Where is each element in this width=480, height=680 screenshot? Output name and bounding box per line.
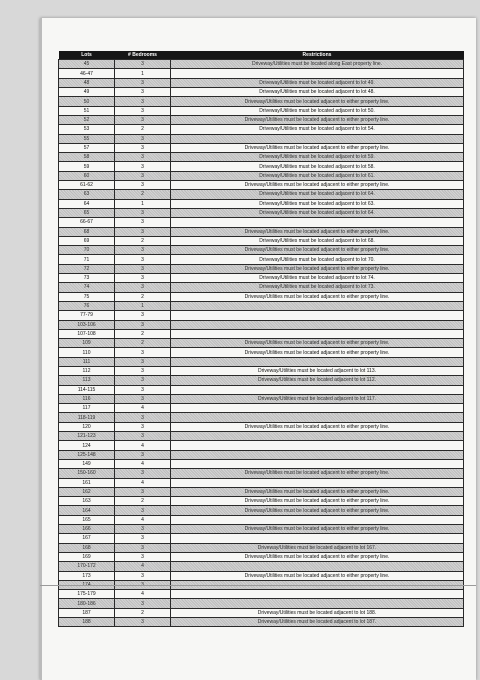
table-row xyxy=(59,618,464,627)
restriction-cell xyxy=(171,385,464,394)
table-row xyxy=(59,552,464,561)
bedrooms-cell: 3 xyxy=(115,432,171,441)
restriction-cell xyxy=(171,534,464,543)
bedrooms-cell: 3 xyxy=(115,450,171,459)
restriction-cell: Driveway/Utilities must be located adjacent to lot 70. xyxy=(171,255,464,264)
lot-cell: 110 xyxy=(59,348,115,357)
lot-cell: 109 xyxy=(59,339,115,348)
restriction-cell: Driveway/Utilities must be located adjacent to either property line. xyxy=(171,497,464,506)
bedrooms-cell: 3 xyxy=(115,487,171,496)
table-row xyxy=(59,97,464,106)
bedrooms-cell: 3 xyxy=(115,385,171,394)
page-fold-line xyxy=(40,585,476,586)
table-row xyxy=(59,134,464,143)
table-row xyxy=(59,348,464,357)
bedrooms-cell: 4 xyxy=(115,404,171,413)
lot-cell: 72 xyxy=(59,264,115,273)
bedrooms-cell: 2 xyxy=(115,339,171,348)
restriction-cell: Driveway/Utilities must be located adjacent to lot 48. xyxy=(171,88,464,97)
header-row xyxy=(59,51,464,60)
bedrooms-cell: 3 xyxy=(115,78,171,87)
lot-cell: 48 xyxy=(59,78,115,87)
restriction-cell: Driveway/Utilities must be located along East property line. xyxy=(171,60,464,69)
restriction-cell xyxy=(171,134,464,143)
table-row xyxy=(59,385,464,394)
bedrooms-cell: 4 xyxy=(115,441,171,450)
table-row xyxy=(59,525,464,534)
lot-cell: 166 xyxy=(59,525,115,534)
table-row xyxy=(59,218,464,227)
scanned-page xyxy=(40,18,476,680)
bedrooms-cell: 3 xyxy=(115,88,171,97)
lot-cell: 65 xyxy=(59,208,115,217)
restriction-cell: Driveway/Utilities must be located adjacent to either property line. xyxy=(171,487,464,496)
restriction-cell: Driveway/Utilities must be located adjacent to either property line. xyxy=(171,97,464,106)
lot-cell: 117 xyxy=(59,404,115,413)
bedrooms-cell: 3 xyxy=(115,60,171,69)
lot-cell: 114-115 xyxy=(59,385,115,394)
restriction-cell: Driveway/Utilities must be located adjacent to lot 59. xyxy=(171,153,464,162)
bedrooms-cell: 3 xyxy=(115,394,171,403)
bedrooms-cell: 2 xyxy=(115,236,171,245)
bedrooms-cell: 3 xyxy=(115,599,171,608)
bedrooms-cell: 3 xyxy=(115,143,171,152)
table-row xyxy=(59,543,464,552)
table-row xyxy=(59,69,464,78)
lot-cell: 75 xyxy=(59,292,115,301)
bedrooms-cell: 3 xyxy=(115,106,171,115)
bedrooms-cell: 3 xyxy=(115,115,171,124)
table-row xyxy=(59,376,464,385)
bedrooms-cell: 3 xyxy=(115,97,171,106)
bedrooms-cell: 3 xyxy=(115,320,171,329)
restriction-cell: Driveway/Utilities must be located adjacent to lot 68. xyxy=(171,236,464,245)
table-row xyxy=(59,571,464,580)
scan-edge-shadow xyxy=(40,18,42,680)
restriction-cell: Driveway/Utilities must be located adjacent to either property line. xyxy=(171,292,464,301)
bedrooms-cell: 4 xyxy=(115,562,171,571)
bedrooms-cell: 2 xyxy=(115,125,171,134)
table-row xyxy=(59,227,464,236)
bedrooms-cell: 3 xyxy=(115,255,171,264)
bedrooms-cell: 3 xyxy=(115,283,171,292)
table-row xyxy=(59,106,464,115)
bedrooms-cell: 4 xyxy=(115,590,171,599)
lot-cell: 162 xyxy=(59,487,115,496)
table-row xyxy=(59,236,464,245)
restriction-cell: Driveway/Utilities must be located adjacent to lot 112. xyxy=(171,376,464,385)
restriction-cell: Driveway/Utilities must be located adjacent to lot 64. xyxy=(171,190,464,199)
lot-cell: 76 xyxy=(59,301,115,310)
restriction-cell xyxy=(171,441,464,450)
table-row xyxy=(59,208,464,217)
bedrooms-cell: 2 xyxy=(115,497,171,506)
restriction-cell: Driveway/Utilities must be located adjacent to lot 74. xyxy=(171,274,464,283)
table-row xyxy=(59,487,464,496)
restriction-cell xyxy=(171,590,464,599)
table-row xyxy=(59,413,464,422)
lot-cell: 63 xyxy=(59,190,115,199)
table-row xyxy=(59,255,464,264)
lot-cell: 124 xyxy=(59,441,115,450)
restriction-cell xyxy=(171,432,464,441)
lot-cell: 77-79 xyxy=(59,311,115,320)
bedrooms-cell: 3 xyxy=(115,264,171,273)
lot-cell: 168 xyxy=(59,543,115,552)
bedrooms-cell: 3 xyxy=(115,376,171,385)
restriction-cell: Driveway/Utilities must be located adjacent to either property line. xyxy=(171,571,464,580)
bedrooms-cell: 3 xyxy=(115,181,171,190)
table-row xyxy=(59,78,464,87)
table-row xyxy=(59,115,464,124)
restriction-cell: Driveway/Utilities must be located adjacent to either property line. xyxy=(171,227,464,236)
restriction-cell: Driveway/Utilities must be located adjacent to lot 113. xyxy=(171,366,464,375)
lot-cell: 66-67 xyxy=(59,218,115,227)
restriction-cell: Driveway/Utilities must be located adjacent to either property line. xyxy=(171,348,464,357)
lot-cell: 46-47 xyxy=(59,69,115,78)
restriction-cell: Driveway/Utilities must be located adjacent to lot 167. xyxy=(171,543,464,552)
table-header xyxy=(59,51,464,60)
restriction-cell xyxy=(171,218,464,227)
restriction-cell xyxy=(171,562,464,571)
bedrooms-cell: 3 xyxy=(115,552,171,561)
bedrooms-cell: 3 xyxy=(115,348,171,357)
bedrooms-cell: 3 xyxy=(115,413,171,422)
lot-cell: 121-123 xyxy=(59,432,115,441)
restriction-cell xyxy=(171,357,464,366)
restriction-cell: Driveway/Utilities must be located adjacent to either property line. xyxy=(171,422,464,431)
bedrooms-cell: 4 xyxy=(115,459,171,468)
restriction-cell: Driveway/Utilities must be located adjacent to either property line. xyxy=(171,339,464,348)
lot-cell: 120 xyxy=(59,422,115,431)
bedrooms-cell: 3 xyxy=(115,618,171,627)
lot-cell: 59 xyxy=(59,162,115,171)
lot-cell: 112 xyxy=(59,366,115,375)
table-row xyxy=(59,246,464,255)
lot-cell: 169 xyxy=(59,552,115,561)
lot-cell: 55 xyxy=(59,134,115,143)
lot-cell: 64 xyxy=(59,199,115,208)
lot-cell: 167 xyxy=(59,534,115,543)
restriction-cell xyxy=(171,301,464,310)
table-row xyxy=(59,171,464,180)
restriction-cell: Driveway/Utilities must be located adjacent to either property line. xyxy=(171,552,464,561)
lot-cell: 150-160 xyxy=(59,469,115,478)
bedrooms-cell: 3 xyxy=(115,571,171,580)
restriction-cell xyxy=(171,404,464,413)
bedrooms-cell: 3 xyxy=(115,534,171,543)
bedrooms-cell: 3 xyxy=(115,366,171,375)
lot-cell: 165 xyxy=(59,515,115,524)
lot-cell: 174 xyxy=(59,580,115,589)
table-row xyxy=(59,143,464,152)
header-lots: Lots xyxy=(59,51,115,60)
table-row xyxy=(59,264,464,273)
bedrooms-cell: 3 xyxy=(115,543,171,552)
lot-cell: 118-119 xyxy=(59,413,115,422)
bedrooms-cell: 3 xyxy=(115,274,171,283)
lot-cell: 111 xyxy=(59,357,115,366)
restriction-cell: Driveway/Utilities must be located adjacent to either property line. xyxy=(171,181,464,190)
lot-cell: 187 xyxy=(59,608,115,617)
table-row xyxy=(59,478,464,487)
restriction-cell xyxy=(171,320,464,329)
lot-cell: 69 xyxy=(59,236,115,245)
lot-cell: 49 xyxy=(59,88,115,97)
bedrooms-cell: 3 xyxy=(115,246,171,255)
bedrooms-cell: 3 xyxy=(115,506,171,515)
table-row xyxy=(59,404,464,413)
restriction-cell xyxy=(171,329,464,338)
header-bedrooms: # Bedrooms xyxy=(115,51,171,60)
lot-cell: 103-106 xyxy=(59,320,115,329)
restriction-cell: Driveway/Utilities must be located adjacent to lot 50. xyxy=(171,106,464,115)
bedrooms-cell: 3 xyxy=(115,580,171,589)
restriction-cell: Driveway/Utilities must be located adjacent to either property line. xyxy=(171,115,464,124)
table-row xyxy=(59,311,464,320)
table-row xyxy=(59,60,464,69)
bedrooms-cell: 3 xyxy=(115,525,171,534)
table-row xyxy=(59,153,464,162)
lot-cell: 45 xyxy=(59,60,115,69)
lot-cell: 70 xyxy=(59,246,115,255)
bedrooms-cell: 3 xyxy=(115,469,171,478)
restriction-cell: Driveway/Utilities must be located adjacent to lot 187. xyxy=(171,618,464,627)
bedrooms-cell: 3 xyxy=(115,208,171,217)
lot-cell: 53 xyxy=(59,125,115,134)
lot-cell: 116 xyxy=(59,394,115,403)
bedrooms-cell: 2 xyxy=(115,292,171,301)
lot-cell: 125-148 xyxy=(59,450,115,459)
header-restrictions: Restrictions xyxy=(171,51,464,60)
bedrooms-cell: 3 xyxy=(115,171,171,180)
lot-cell: 163 xyxy=(59,497,115,506)
table-row xyxy=(59,162,464,171)
table-row xyxy=(59,432,464,441)
table-row xyxy=(59,274,464,283)
table-row xyxy=(59,320,464,329)
table-row xyxy=(59,450,464,459)
lot-cell: 71 xyxy=(59,255,115,264)
restriction-cell: Driveway/Utilities must be located adjacent to either property line. xyxy=(171,525,464,534)
restriction-cell xyxy=(171,413,464,422)
lot-cell: 57 xyxy=(59,143,115,152)
lot-cell: 58 xyxy=(59,153,115,162)
lot-cell: 180-186 xyxy=(59,599,115,608)
lot-cell: 175-179 xyxy=(59,590,115,599)
restriction-cell: Driveway/Utilities must be located adjacent to lot 61. xyxy=(171,171,464,180)
restriction-cell: Driveway/Utilities must be located adjacent to lot 54. xyxy=(171,125,464,134)
table-row xyxy=(59,497,464,506)
table-row xyxy=(59,515,464,524)
lot-cell: 50 xyxy=(59,97,115,106)
table-row xyxy=(59,125,464,134)
restriction-cell: Driveway/Utilities must be located adjacent to lot 63. xyxy=(171,199,464,208)
table-row xyxy=(59,608,464,617)
table-row xyxy=(59,292,464,301)
lot-cell: 61-62 xyxy=(59,181,115,190)
restriction-cell xyxy=(171,515,464,524)
lot-cell: 113 xyxy=(59,376,115,385)
table-row xyxy=(59,283,464,292)
table-row xyxy=(59,366,464,375)
restriction-cell xyxy=(171,450,464,459)
table-row xyxy=(59,534,464,543)
table-row xyxy=(59,506,464,515)
bedrooms-cell: 1 xyxy=(115,199,171,208)
table-row xyxy=(59,339,464,348)
restriction-cell: Driveway/Utilities must be located adjacent to either property line. xyxy=(171,469,464,478)
lot-cell: 60 xyxy=(59,171,115,180)
restriction-cell: Driveway/Utilities must be located adjacent to lot 73. xyxy=(171,283,464,292)
bedrooms-cell: 1 xyxy=(115,301,171,310)
restriction-cell: Driveway/Utilities must be located adjacent to lot 188. xyxy=(171,608,464,617)
bedrooms-cell: 3 xyxy=(115,134,171,143)
restriction-cell xyxy=(171,599,464,608)
bedrooms-cell: 3 xyxy=(115,311,171,320)
table-row xyxy=(59,469,464,478)
table-row xyxy=(59,199,464,208)
table-row xyxy=(59,441,464,450)
bedrooms-cell: 3 xyxy=(115,218,171,227)
table-row xyxy=(59,88,464,97)
restriction-cell xyxy=(171,459,464,468)
bedrooms-cell: 3 xyxy=(115,227,171,236)
bedrooms-cell: 3 xyxy=(115,153,171,162)
table-row xyxy=(59,357,464,366)
lot-cell: 51 xyxy=(59,106,115,115)
table-row xyxy=(59,590,464,599)
bedrooms-cell: 4 xyxy=(115,515,171,524)
table-row xyxy=(59,422,464,431)
bedrooms-cell: 1 xyxy=(115,69,171,78)
restriction-cell xyxy=(171,311,464,320)
restriction-cell: Driveway/Utilities must be located adjacent to lot 49. xyxy=(171,78,464,87)
lot-cell: 149 xyxy=(59,459,115,468)
restriction-cell: Driveway/Utilities must be located adjacent to either property line. xyxy=(171,246,464,255)
restriction-cell: Driveway/Utilities must be located adjacent to either property line. xyxy=(171,143,464,152)
lot-cell: 188 xyxy=(59,618,115,627)
lot-cell: 52 xyxy=(59,115,115,124)
bedrooms-cell: 3 xyxy=(115,422,171,431)
lot-cell: 74 xyxy=(59,283,115,292)
restriction-cell: Driveway/Utilities must be located adjacent to lot 58. xyxy=(171,162,464,171)
table-row xyxy=(59,394,464,403)
bedrooms-cell: 2 xyxy=(115,608,171,617)
table-row xyxy=(59,181,464,190)
lot-cell: 170-172 xyxy=(59,562,115,571)
bedrooms-cell: 2 xyxy=(115,329,171,338)
lot-cell: 164 xyxy=(59,506,115,515)
bedrooms-cell: 2 xyxy=(115,190,171,199)
table-row xyxy=(59,301,464,310)
restriction-cell xyxy=(171,69,464,78)
table-body xyxy=(59,60,464,627)
restriction-cell: Driveway/Utilities must be located adjacent to lot 117. xyxy=(171,394,464,403)
bedrooms-cell: 4 xyxy=(115,478,171,487)
table-row xyxy=(59,562,464,571)
lot-cell: 73 xyxy=(59,274,115,283)
table-row xyxy=(59,329,464,338)
table-row xyxy=(59,190,464,199)
lot-cell: 68 xyxy=(59,227,115,236)
bedrooms-cell: 3 xyxy=(115,162,171,171)
table-row xyxy=(59,599,464,608)
table-row xyxy=(59,459,464,468)
lot-cell: 107-108 xyxy=(59,329,115,338)
restriction-cell: Driveway/Utilities must be located adjacent to either property line. xyxy=(171,506,464,515)
lot-cell: 161 xyxy=(59,478,115,487)
restriction-cell xyxy=(171,478,464,487)
lot-cell: 173 xyxy=(59,571,115,580)
lot-restrictions-table xyxy=(58,51,464,627)
bedrooms-cell: 3 xyxy=(115,357,171,366)
restriction-cell: Driveway/Utilities must be located adjacent to either property line. xyxy=(171,264,464,273)
restriction-cell: Driveway/Utilities must be located adjacent to lot 64. xyxy=(171,208,464,217)
